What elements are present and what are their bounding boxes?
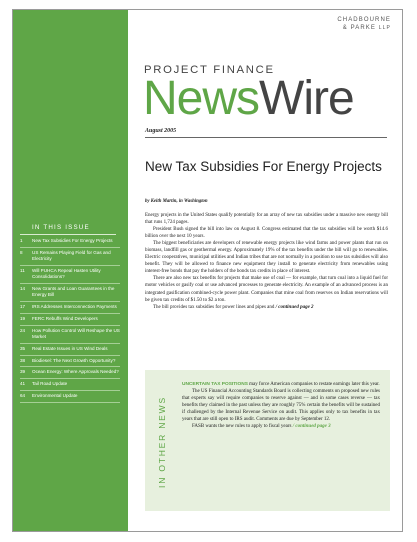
article-paragraph-last: [145, 304, 388, 311]
toc-page-number: 17: [20, 304, 26, 310]
toc-page-number: 35: [20, 345, 26, 351]
article-body: [145, 212, 388, 311]
other-news-label-box: [147, 392, 177, 492]
toc-title: How Pollution Control Will Reshape the US Market: [32, 327, 120, 339]
toc-item[interactable]: [20, 284, 120, 302]
other-news-label: IN OTHER NEWS: [157, 396, 167, 488]
toc-page-number: 38: [20, 357, 26, 363]
firm-name-part: & PARKE: [342, 24, 377, 31]
firm-name-suffix: LLP: [378, 24, 391, 31]
toc-item[interactable]: [20, 367, 120, 379]
firm-logo: [337, 17, 391, 32]
masthead-title-wire: Wire: [259, 72, 354, 125]
toc-title: FERC Rebuffs Wind Developers: [32, 315, 98, 321]
toc-item[interactable]: [20, 326, 120, 344]
masthead-rule: [145, 137, 387, 138]
toc-title: IRS Addresses Interconnection Payments: [32, 304, 117, 310]
toc-title: Environmental Update: [32, 392, 78, 398]
other-news-paragraph: [182, 423, 380, 430]
in-this-issue-heading: IN THIS ISSUE: [32, 224, 90, 231]
other-news-paragraph: The US Financial Accounting Standards Board is collecting comments on proposed new rules that experts say will require companies to reserve against — and in some cases reverse — tax benefits they claimed in the past unless they are roughly 75% certain the benefits will be sustained if challenged by the Internal Revenue Service on audit. This applies only to tax benefits in tax years that are still open to IRS audit. Comments are due by September 12.: [182, 389, 380, 423]
article-byline: by Keith Martin, in Washington: [145, 199, 208, 204]
other-news-p3-text: FASB wants the new rules to apply to fiscal years: [192, 424, 292, 430]
firm-name-line1: CHADBOURNE: [337, 17, 391, 23]
toc-title: Biodiesel: The Next Growth Opportunity?: [32, 357, 116, 363]
article-paragraph: Energy projects in the United States qualify potentially for an array of new tax subsidies under a massive new energy bill that runs 1,724 pages.: [145, 213, 388, 226]
toc-page-number: 24: [20, 327, 26, 333]
toc-title: Tail Road Update: [32, 381, 68, 387]
toc-item[interactable]: [20, 314, 120, 326]
toc-item[interactable]: [20, 344, 120, 356]
article-headline: New Tax Subsidies For Energy Projects: [145, 159, 382, 174]
other-news-lead: UNCERTAIN TAX POSITIONS: [182, 382, 248, 387]
article-paragraph: There are also new tax benefits for projects that make use of coal — for example, that turn coal into a liquid fuel for motor vehicles or gasify coal or use advanced processes to generate electricity. An example of an advanced process is an integrated gasification combined-cycle power plant. Companies that mine coal from reserves on Indian reservations will be given tax credits of $1.50 to $2 a ton.: [145, 276, 388, 303]
sidebar-divider: [20, 234, 116, 235]
continued-link[interactable]: / continued page 2: [275, 304, 314, 310]
other-news-paragraph: [182, 381, 380, 388]
toc-item[interactable]: [20, 379, 120, 391]
toc-page-number: 1: [20, 238, 23, 243]
firm-name-line2: [337, 25, 391, 33]
toc-page-number: 8: [20, 249, 23, 255]
toc-item[interactable]: [20, 302, 120, 314]
toc-page-number: 14: [20, 285, 26, 291]
toc-item[interactable]: [20, 356, 120, 368]
toc-title: Real Estate Issues in US Wind Deals: [32, 345, 108, 351]
toc-page-number: 19: [20, 315, 26, 321]
toc-page-number: 64: [20, 392, 26, 398]
toc-title: New Grants and Loan Guarantees in the Energy Bill: [32, 285, 115, 298]
table-of-contents: [20, 236, 120, 403]
toc-title: New Tax Subsidies For Energy Projects: [32, 238, 113, 243]
toc-item[interactable]: [20, 391, 120, 403]
masthead-title-news: News: [143, 72, 260, 125]
toc-item[interactable]: [20, 236, 120, 248]
toc-item[interactable]: [20, 266, 120, 284]
toc-page-number: 11: [20, 267, 25, 273]
toc-title: Ocean Energy: Where Approvals Needed?: [32, 369, 119, 375]
toc-page-number: 39: [20, 369, 26, 375]
other-news-box: [145, 370, 390, 511]
other-news-text: [182, 381, 380, 430]
article-paragraph: The biggest beneficiaries are developers of renewable energy projects like wind farms and power plants that run on biomass, landfill gas or geothermal energy. Approximately 19% of the tax benefits under the bill will go to renewables. Electric cooperatives, municipal utilities and Indian tribes that are not normally in a position to use tax subsidies will also benefit. They will be allowed to finance new equipment they install to generate electricity from renewables using interest-free bonds that pay the holders of the bonds tax credits in place of interest.: [145, 241, 389, 275]
toc-item[interactable]: [20, 248, 120, 266]
toc-title: US Remains Playing Field for Gas and Electricity: [32, 249, 111, 262]
other-news-continued-link[interactable]: / continued page 3: [292, 424, 331, 430]
toc-page-number: 41: [20, 381, 26, 387]
article-paragraph: President Bush signed the bill into law on August 8. Congress estimated that the tax subsidies will be worth $14.6 billion over the next 10 years.: [145, 227, 388, 240]
article-last-text: The bill provides tax subsidies for power lines and pipes and: [153, 304, 275, 310]
masthead-title: [143, 72, 354, 125]
issue-date: August 2005: [145, 128, 177, 134]
other-news-lead-rest: may force American companies to restate earnings later this year.: [247, 382, 380, 387]
masthead-kicker: PROJECT FINANCE: [144, 64, 275, 76]
toc-title: Will PUHCA Repeal Hasten Utility Consolidations?: [32, 267, 101, 280]
